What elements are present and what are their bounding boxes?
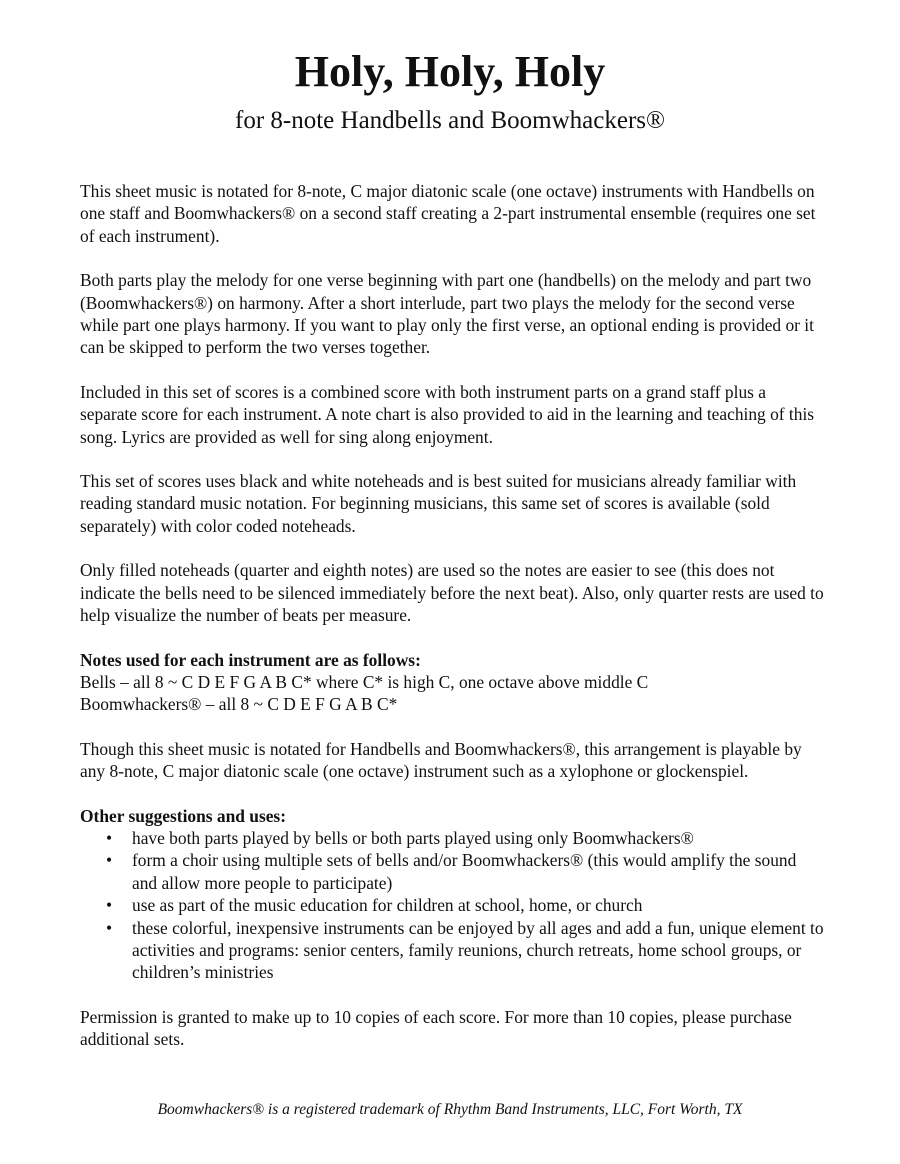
notes-used-section xyxy=(80,649,825,716)
page-title: Holy, Holy, Holy xyxy=(294,47,606,96)
suggestions-heading: Other suggestions and uses: xyxy=(80,805,286,826)
boomwhackers-notes-line: Boomwhackers® – all 8 ~ C D E F G A B C* xyxy=(80,694,398,715)
trademark-footer: Boomwhackers® is a registered trademark of Rhythm Band Instruments, LLC, Fort Worth, TX xyxy=(157,1101,743,1118)
list-item-text: these colorful, inexpensive instruments can be enjoyed by all ages and add a fun, unique element to activities and programs: senior centers, family reunions, church retreats, home school groups, or children’s ministries xyxy=(132,917,824,983)
list-item-text: have both parts played by bells or both parts played using only Boomwhackers® xyxy=(132,827,694,848)
bullet-icon: • xyxy=(106,850,113,871)
permission-paragraph: Permission is granted to make up to 10 copies of each score. For more than 10 copies, please purchase additional sets. xyxy=(80,1006,792,1050)
noteheads-paragraph: This set of scores uses black and white noteheads and is best suited for musicians already familiar with reading standard music notation. For beginning musicians, this same set of scores is available (sold separately) with color coded noteheads. xyxy=(80,471,797,536)
scores-included-paragraph: Included in this set of scores is a combined score with both instrument parts on a grand staff plus a separate score for each instrument. A note chart is also provided to aid in the learning and teaching of this song. Lyrics are provided as well for sing along enjoyment. xyxy=(80,381,815,447)
bells-notes-line: Bells – all 8 ~ C D E F G A B C* where C* is high C, one octave above middle C xyxy=(80,671,649,692)
list-item xyxy=(80,849,825,894)
intro-paragraph: This sheet music is notated for 8-note, C major diatonic scale (one octave) instruments with Handbells on one staff and Boomwhackers® on a second staff creating a 2-part instrumental ensemble (requires one set of each instrument). xyxy=(80,181,816,246)
list-item xyxy=(80,917,825,984)
page-subtitle: for 8-note Handbells and Boomwhackers® xyxy=(235,107,665,134)
notes-used-heading: Notes used for each instrument are as follows: xyxy=(80,649,421,670)
playable-paragraph: Though this sheet music is notated for Handbells and Boomwhackers®, this arrangement is playable by any 8-note, C major diatonic scale (one octave) instrument such as a xylophone or glockenspiel. xyxy=(80,738,802,782)
list-item xyxy=(80,827,825,849)
list-item-text: use as part of the music education for children at school, home, or church xyxy=(132,895,643,916)
parts-paragraph: Both parts play the melody for one verse beginning with part one (handbells) on the melody and part two (Boomwhackers®) on harmony. After a short interlude, part two plays the melody for the second verse while part one plays harmony. If you want to play only the first verse, an optional ending is provided or it can be skipped to perform the two verses together. xyxy=(80,270,814,358)
bullet-icon: • xyxy=(106,827,113,848)
bullet-icon: • xyxy=(106,895,113,916)
list-item xyxy=(80,894,825,916)
document-body xyxy=(80,180,825,1073)
suggestions-list xyxy=(80,827,825,984)
bullet-icon: • xyxy=(106,917,113,938)
list-item-text: form a choir using multiple sets of bells and/or Boomwhackers® (this would amplify the sound and allow more people to participate) xyxy=(132,850,797,893)
filled-noteheads-paragraph: Only filled noteheads (quarter and eighth notes) are used so the notes are easier to see (this does not indicate the bells need to be silenced immediately before the next beat). Also, only quarter rests are used to help visualize the number of beats per measure. xyxy=(80,560,824,626)
